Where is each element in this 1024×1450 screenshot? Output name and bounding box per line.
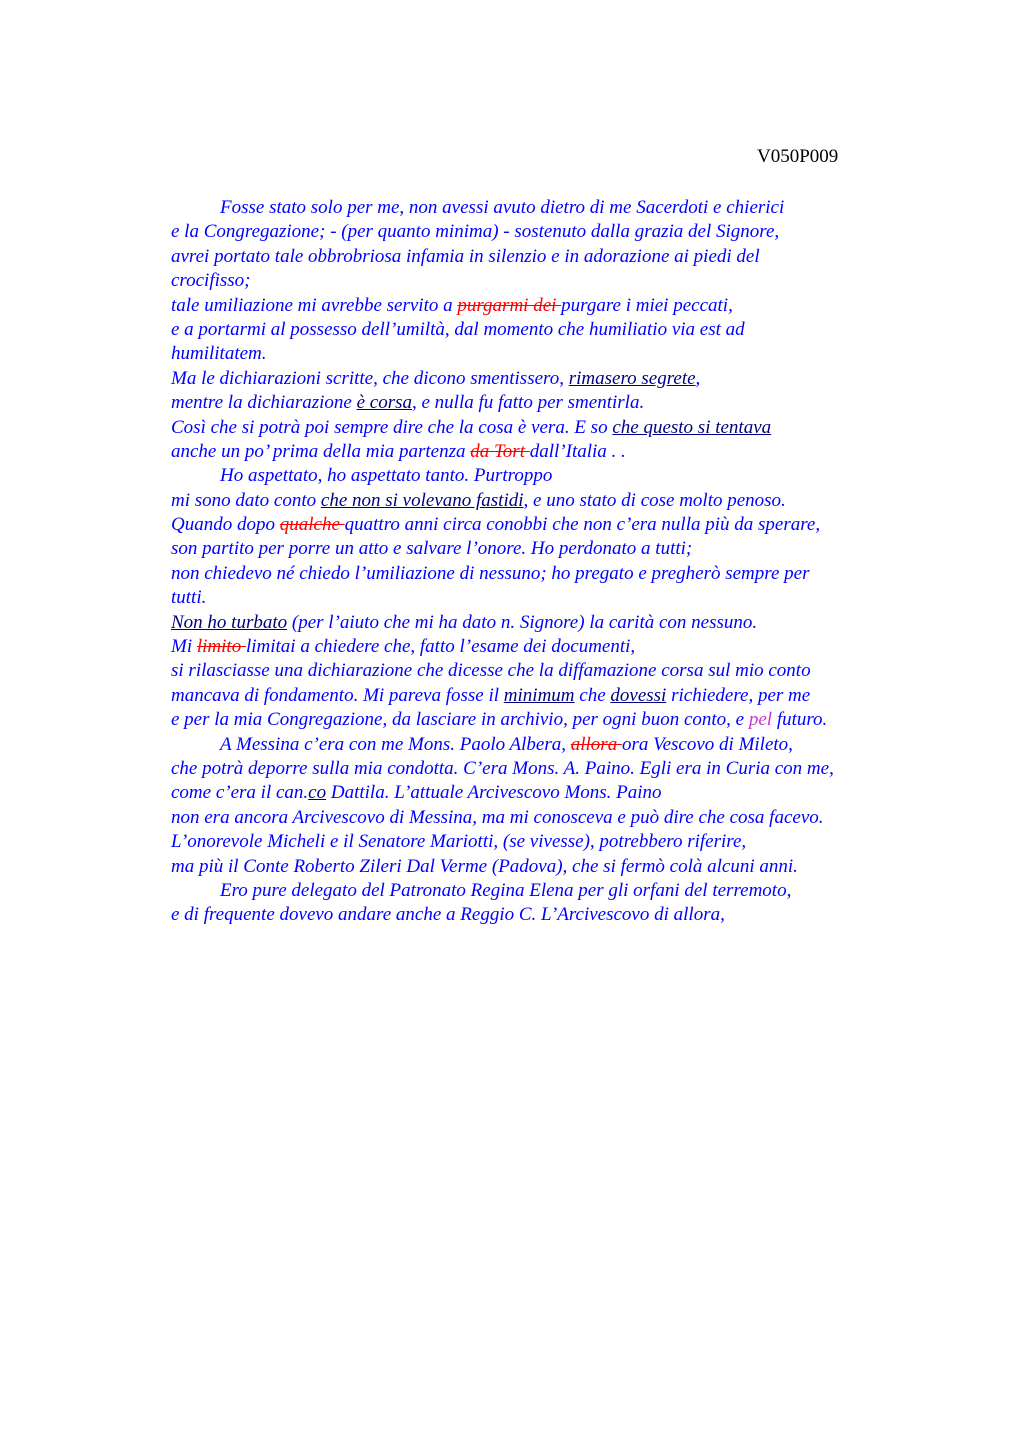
text-run: e di frequente dovevo andare anche a Reggio C. L’Arcivescovo di allora, xyxy=(171,904,725,926)
text-run: tale umiliazione mi avrebbe servito a xyxy=(171,294,458,316)
text-run: non era ancora Arcivescovo di Messina, ma mi conosceva e può dire che cosa facevo. xyxy=(171,806,824,828)
text-run: crocifisso; xyxy=(171,270,251,292)
text-run: che potrà deporre sulla mia condotta. C’era Mons. A. Paino. Egli era in Curia con me, xyxy=(171,757,834,779)
text-line xyxy=(171,294,931,318)
text-line xyxy=(171,611,931,635)
text-run: limitai a chiedere che, fatto l’esame dei documenti, xyxy=(245,636,636,658)
underlined-text: che questo si tentava xyxy=(612,416,772,438)
text-line xyxy=(171,586,931,610)
underlined-text: rimasero segrete xyxy=(568,367,696,389)
text-line xyxy=(171,830,931,854)
text-run: che xyxy=(574,684,611,706)
text-line xyxy=(171,245,931,269)
underlined-text: dovessi xyxy=(610,684,667,706)
text-run: quattro anni circa conobbi che non c’era nulla più da sperare, xyxy=(344,514,821,536)
text-line xyxy=(171,391,931,415)
underlined-text: minimum xyxy=(503,684,575,706)
highlighted-text: pel xyxy=(748,709,773,731)
deleted-text: allora xyxy=(570,733,622,755)
text-run: mentre la dichiarazione xyxy=(171,392,357,414)
text-run: Ho aspettato, ho aspettato tanto. Purtroppo xyxy=(220,465,553,487)
text-run: come c’era il can. xyxy=(171,782,309,804)
text-run: , xyxy=(695,367,701,389)
text-line xyxy=(171,464,931,488)
text-run: futuro. xyxy=(772,709,828,731)
text-run: Così che si potrà poi sempre dire che la cosa è vera. E so xyxy=(171,416,613,438)
text-line xyxy=(171,806,931,830)
page-identifier: V050P009 xyxy=(757,146,839,167)
text-line xyxy=(171,855,931,879)
text-run: e per la mia Congregazione, da lasciare in archivio, per ogni buon conto, e xyxy=(171,709,749,731)
text-run: purgare i miei peccati, xyxy=(561,294,733,316)
text-line xyxy=(171,757,931,781)
text-line xyxy=(171,489,931,513)
text-run: e la Congregazione; - (per quanto minima) - sostenuto dalla grazia del Signore, xyxy=(171,221,780,243)
text-run: Ero pure delegato del Patronato Regina Elena per gli orfani del terremoto, xyxy=(220,879,792,901)
text-run: richiedere, per me xyxy=(666,684,811,706)
text-run: dall’Italia . . xyxy=(529,440,626,462)
text-run: ora Vescovo di Mileto, xyxy=(621,733,793,755)
text-run: , e uno stato di cose molto penoso. xyxy=(523,489,786,511)
text-line xyxy=(171,513,931,537)
text-line xyxy=(171,635,931,659)
text-line xyxy=(171,903,931,927)
text-run: L’onorevole Micheli e il Senatore Mariotti, (se vivesse), potrebbero riferire, xyxy=(171,831,747,853)
text-run: anche un po’ prima della mia partenza xyxy=(171,440,471,462)
text-run: son partito per porre un atto e salvare l’onore. Ho perdonato a tutti; xyxy=(171,538,693,560)
text-run: Ma le dichiarazioni scritte, che dicono smentissero, xyxy=(171,367,569,389)
text-line xyxy=(171,416,931,440)
text-line xyxy=(171,684,931,708)
text-line xyxy=(171,659,931,683)
letter-body xyxy=(171,196,931,928)
deleted-text: purgarmi dei xyxy=(457,294,562,316)
text-run: ma più il Conte Roberto Zileri Dal Verme (Padova), che si fermò colà alcuni anni. xyxy=(171,855,798,877)
text-line xyxy=(171,269,931,293)
deleted-text: qualche xyxy=(279,514,345,536)
text-run: humilitatem. xyxy=(171,343,267,365)
text-run: Dattila. L’attuale Arcivescovo Mons. Paino xyxy=(326,782,662,804)
text-line xyxy=(171,196,931,220)
text-line xyxy=(171,562,931,586)
text-run: si rilasciasse una dichiarazione che dicesse che la diffamazione corsa sul mio conto xyxy=(171,660,811,682)
text-line xyxy=(171,318,931,342)
text-line xyxy=(171,440,931,464)
deleted-text: limito xyxy=(196,636,246,658)
text-run: Quando dopo xyxy=(171,514,280,536)
text-run: A Messina c’era con me Mons. Paolo Albera, xyxy=(220,733,571,755)
text-run: Fosse stato solo per me, non avessi avuto dietro di me Sacerdoti e chierici xyxy=(220,197,785,218)
text-line xyxy=(171,708,931,732)
text-run: non chiedevo né chiedo l’umiliazione di nessuno; ho pregato e pregherò sempre per xyxy=(171,562,810,584)
text-run: tutti. xyxy=(171,587,207,609)
text-run: , e nulla fu fatto per smentirla. xyxy=(411,392,645,414)
text-line xyxy=(171,733,931,757)
text-run: mi sono dato conto xyxy=(171,489,321,511)
underlined-text: è corsa xyxy=(356,392,412,414)
text-run: e a portarmi al possesso dell’umiltà, dal momento che humiliatio via est ad xyxy=(171,318,745,340)
text-line xyxy=(171,537,931,561)
underlined-text: che non si volevano fastidi xyxy=(320,489,524,511)
text-run: (per l’aiuto che mi ha dato n. Signore) la carità con nessuno. xyxy=(287,611,758,633)
text-line xyxy=(171,367,931,391)
text-run: avrei portato tale obbrobriosa infamia in silenzio e in adorazione ai piedi del xyxy=(171,245,760,267)
text-run: Mi xyxy=(171,636,197,658)
text-line xyxy=(171,781,931,805)
text-line xyxy=(171,220,931,244)
deleted-text: da Tort xyxy=(470,440,530,462)
underlined-text: Non ho turbato xyxy=(171,611,288,633)
text-run: mancava di fondamento. Mi pareva fosse il xyxy=(171,684,504,706)
underlined-text: co xyxy=(308,782,327,804)
text-line xyxy=(171,879,931,903)
text-line xyxy=(171,342,931,366)
